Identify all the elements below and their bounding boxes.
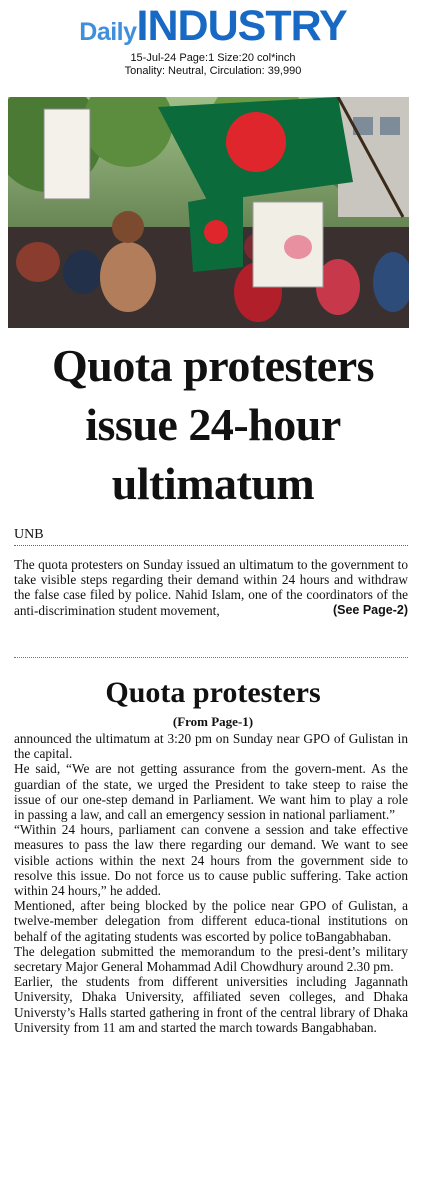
jump-paragraph: The delegation submitted the memorandum to the presi-dent’s military secretary Major General Mohammad Adil Chowdhury around 2.30 pm. [14,943,408,975]
jump-paragraph: announced the ultimatum at 3:20 pm on Sunday near GPO of Gulistan in the capital. [14,731,408,762]
masthead-daily: Daily [79,18,137,46]
masthead-industry: INDUSTRY [136,2,347,50]
jump-paragraph: Earlier, the students from different universities including Jagannath University, Dhaka University, affiliated seven colleges, and Dhaka Universty’s Halls started gathering in front of the central library of Dhaka University from 11 am and started the march towards Bangabhaban. [14,974,408,1035]
from-page-reference: (From Page-1) [172,714,254,729]
protest-photo [8,97,409,328]
headline-line-2: issue 24-hour [85,399,341,450]
jump-body [14,731,408,1035]
article-headline [0,336,426,513]
jump-paragraph: “Within 24 hours, parliament can convene a session and take effective measures to pass the law there regarding our demand. We want to see visible actions within the next 24 hours from the government side to resolve this issue. Do not force us to cause public suffering. Take action within 24 hours,” he added. [14,822,408,899]
jump-paragraph: He said, “We are not getting assurance from the govern-ment. As the guardian of the state, we urged the President to take steep to raise the issue of our one-step demand in Parliament. We want him to play a role in passing a law, and call an emergency session in national parliament.” [14,761,408,823]
lead-paragraph [14,557,408,618]
protest-photo-illustration [8,97,409,328]
section-divider [14,657,408,658]
meta-line-tonality: Tonality: Neutral, Circulation: 39,990 [124,65,302,77]
meta-line-date: 15-Jul-24 Page:1 Size:20 col*inch [130,52,296,64]
byline: UNB [14,527,408,546]
headline-line-3: ultimatum [111,458,315,509]
lead-text: The quota protesters on Sunday issued an ultimatum to the government to take visible steps regarding their demand within 24 hours and withdraw the false case filed by police. Nahid Islam, one of the coordinators of the anti-discrimination student movement, [14,557,408,618]
jump-headline: Quota protesters [105,676,321,709]
headline-line-1: Quota protesters [51,340,375,391]
jump-paragraph: Mentioned, after being blocked by the police near GPO of Gulistan, a twelve-member delegation from different educa-tional institutions on behalf of the agitating students was escorted by police toBangabhaban. [14,898,408,944]
clipping-meta [0,52,426,78]
masthead [0,0,426,52]
see-page-reference: (See Page-2) [332,602,408,617]
